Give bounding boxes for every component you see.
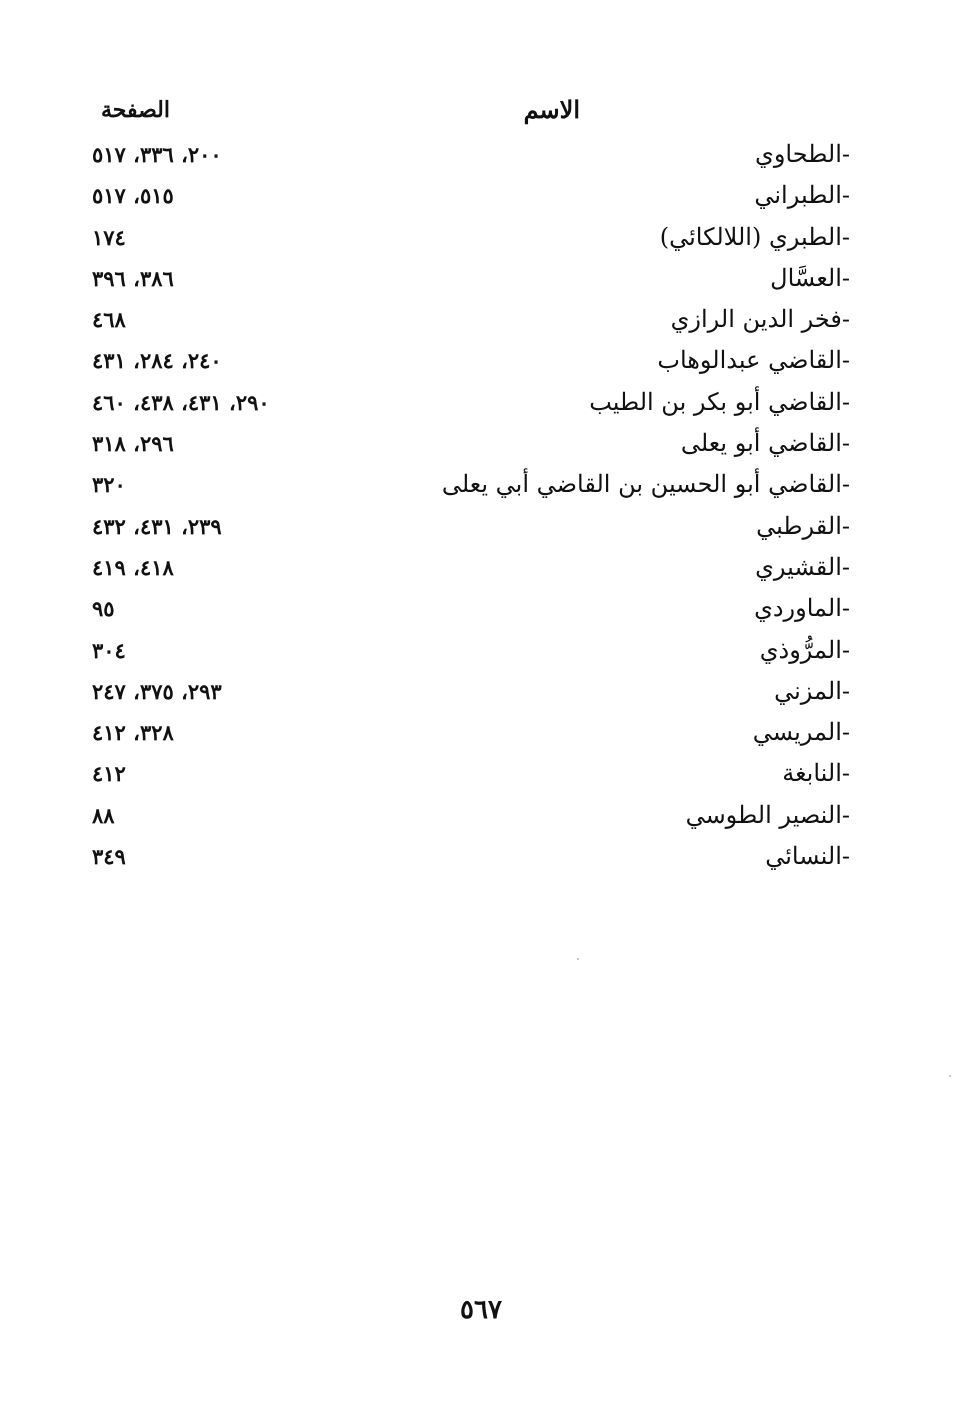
index-entry-list xyxy=(0,134,962,877)
entry-name: -النصير الطوسي xyxy=(685,800,850,829)
entry-name: -النابغة xyxy=(782,759,850,788)
entry-pages: ٣٠٤ xyxy=(92,637,126,663)
entry-pages: ٩٥ xyxy=(92,596,115,622)
entry-pages: ٤١٢ xyxy=(92,761,126,787)
entry-pages: ٤١٨، ٤١٩ xyxy=(92,554,174,580)
index-entry xyxy=(0,671,962,712)
entry-pages: ٣٢٠ xyxy=(92,472,126,498)
index-entry xyxy=(0,588,962,629)
entry-pages: ٤٦٨ xyxy=(92,307,126,333)
entry-name: -المزني xyxy=(774,676,850,705)
entry-pages: ٢٩٦، ٣١٨ xyxy=(92,431,174,457)
page-number: ٥٦٧ xyxy=(460,1295,502,1325)
entry-pages: ٢٩٣، ٣٧٥، ٢٤٧ xyxy=(92,678,222,704)
entry-name: -الطبري (اللالكائي) xyxy=(659,222,850,251)
entry-pages: ٣٨٦، ٣٩٦ xyxy=(92,265,174,291)
entry-name: -الطحاوي xyxy=(755,140,850,168)
entry-name: -الطبراني xyxy=(754,181,850,210)
entry-name: -المرُّوذي xyxy=(759,635,850,664)
scan-speck xyxy=(949,1075,951,1077)
index-entry xyxy=(0,175,962,216)
entry-pages: ٢٠٠، ٣٣٦، ٥١٧ xyxy=(92,142,222,167)
entry-pages: ٨٨ xyxy=(92,802,115,828)
scan-speck xyxy=(577,958,579,960)
column-header-row xyxy=(0,92,962,128)
index-entry xyxy=(0,340,962,381)
entry-pages: ٣٤٩ xyxy=(92,844,126,870)
entry-pages: ٢٤٠، ٢٨٤، ٤٣١ xyxy=(92,348,222,374)
entry-name: -القشيري xyxy=(755,552,850,581)
name-column-heading: الاسم xyxy=(523,95,580,124)
entry-name: -القاضي أبو يعلى xyxy=(680,429,850,458)
index-entry xyxy=(0,258,962,299)
index-entry xyxy=(0,382,962,423)
entry-name: -القاضي أبو بكر بن الطيب xyxy=(589,387,850,416)
index-entry xyxy=(0,836,962,877)
index-entry xyxy=(0,547,962,588)
entry-name: -القاضي أبو الحسين بن القاضي أبي يعلى xyxy=(441,470,850,499)
entry-pages: ١٧٤ xyxy=(92,224,126,250)
entry-name: -العسَّال xyxy=(770,263,850,292)
index-entry xyxy=(0,630,962,671)
index-entry xyxy=(0,795,962,836)
index-entry xyxy=(0,464,962,505)
index-entry xyxy=(0,753,962,794)
index-entry xyxy=(0,217,962,258)
entry-name: -المريسي xyxy=(752,718,850,747)
entry-name: -الماوردي xyxy=(754,594,850,623)
index-entry xyxy=(0,299,962,340)
entry-pages: ٢٩٠، ٤٣١، ٤٣٨، ٤٦٠ xyxy=(92,389,270,415)
entry-name: -فخر الدين الرازي xyxy=(670,305,850,334)
index-entry xyxy=(0,134,962,175)
entry-name: -القرطبي xyxy=(756,511,850,540)
entry-name: -النسائي xyxy=(765,842,850,871)
index-entry xyxy=(0,712,962,753)
index-entry xyxy=(0,506,962,547)
entry-name: -القاضي عبدالوهاب xyxy=(657,346,850,375)
entry-pages: ٥١٥، ٥١٧ xyxy=(92,183,174,209)
index-entry xyxy=(0,423,962,464)
entry-pages: ٢٣٩، ٤٣١، ٤٣٢ xyxy=(92,513,222,539)
page-column-heading: الصفحة xyxy=(100,97,170,123)
entry-pages: ٣٢٨، ٤١٢ xyxy=(92,720,174,746)
